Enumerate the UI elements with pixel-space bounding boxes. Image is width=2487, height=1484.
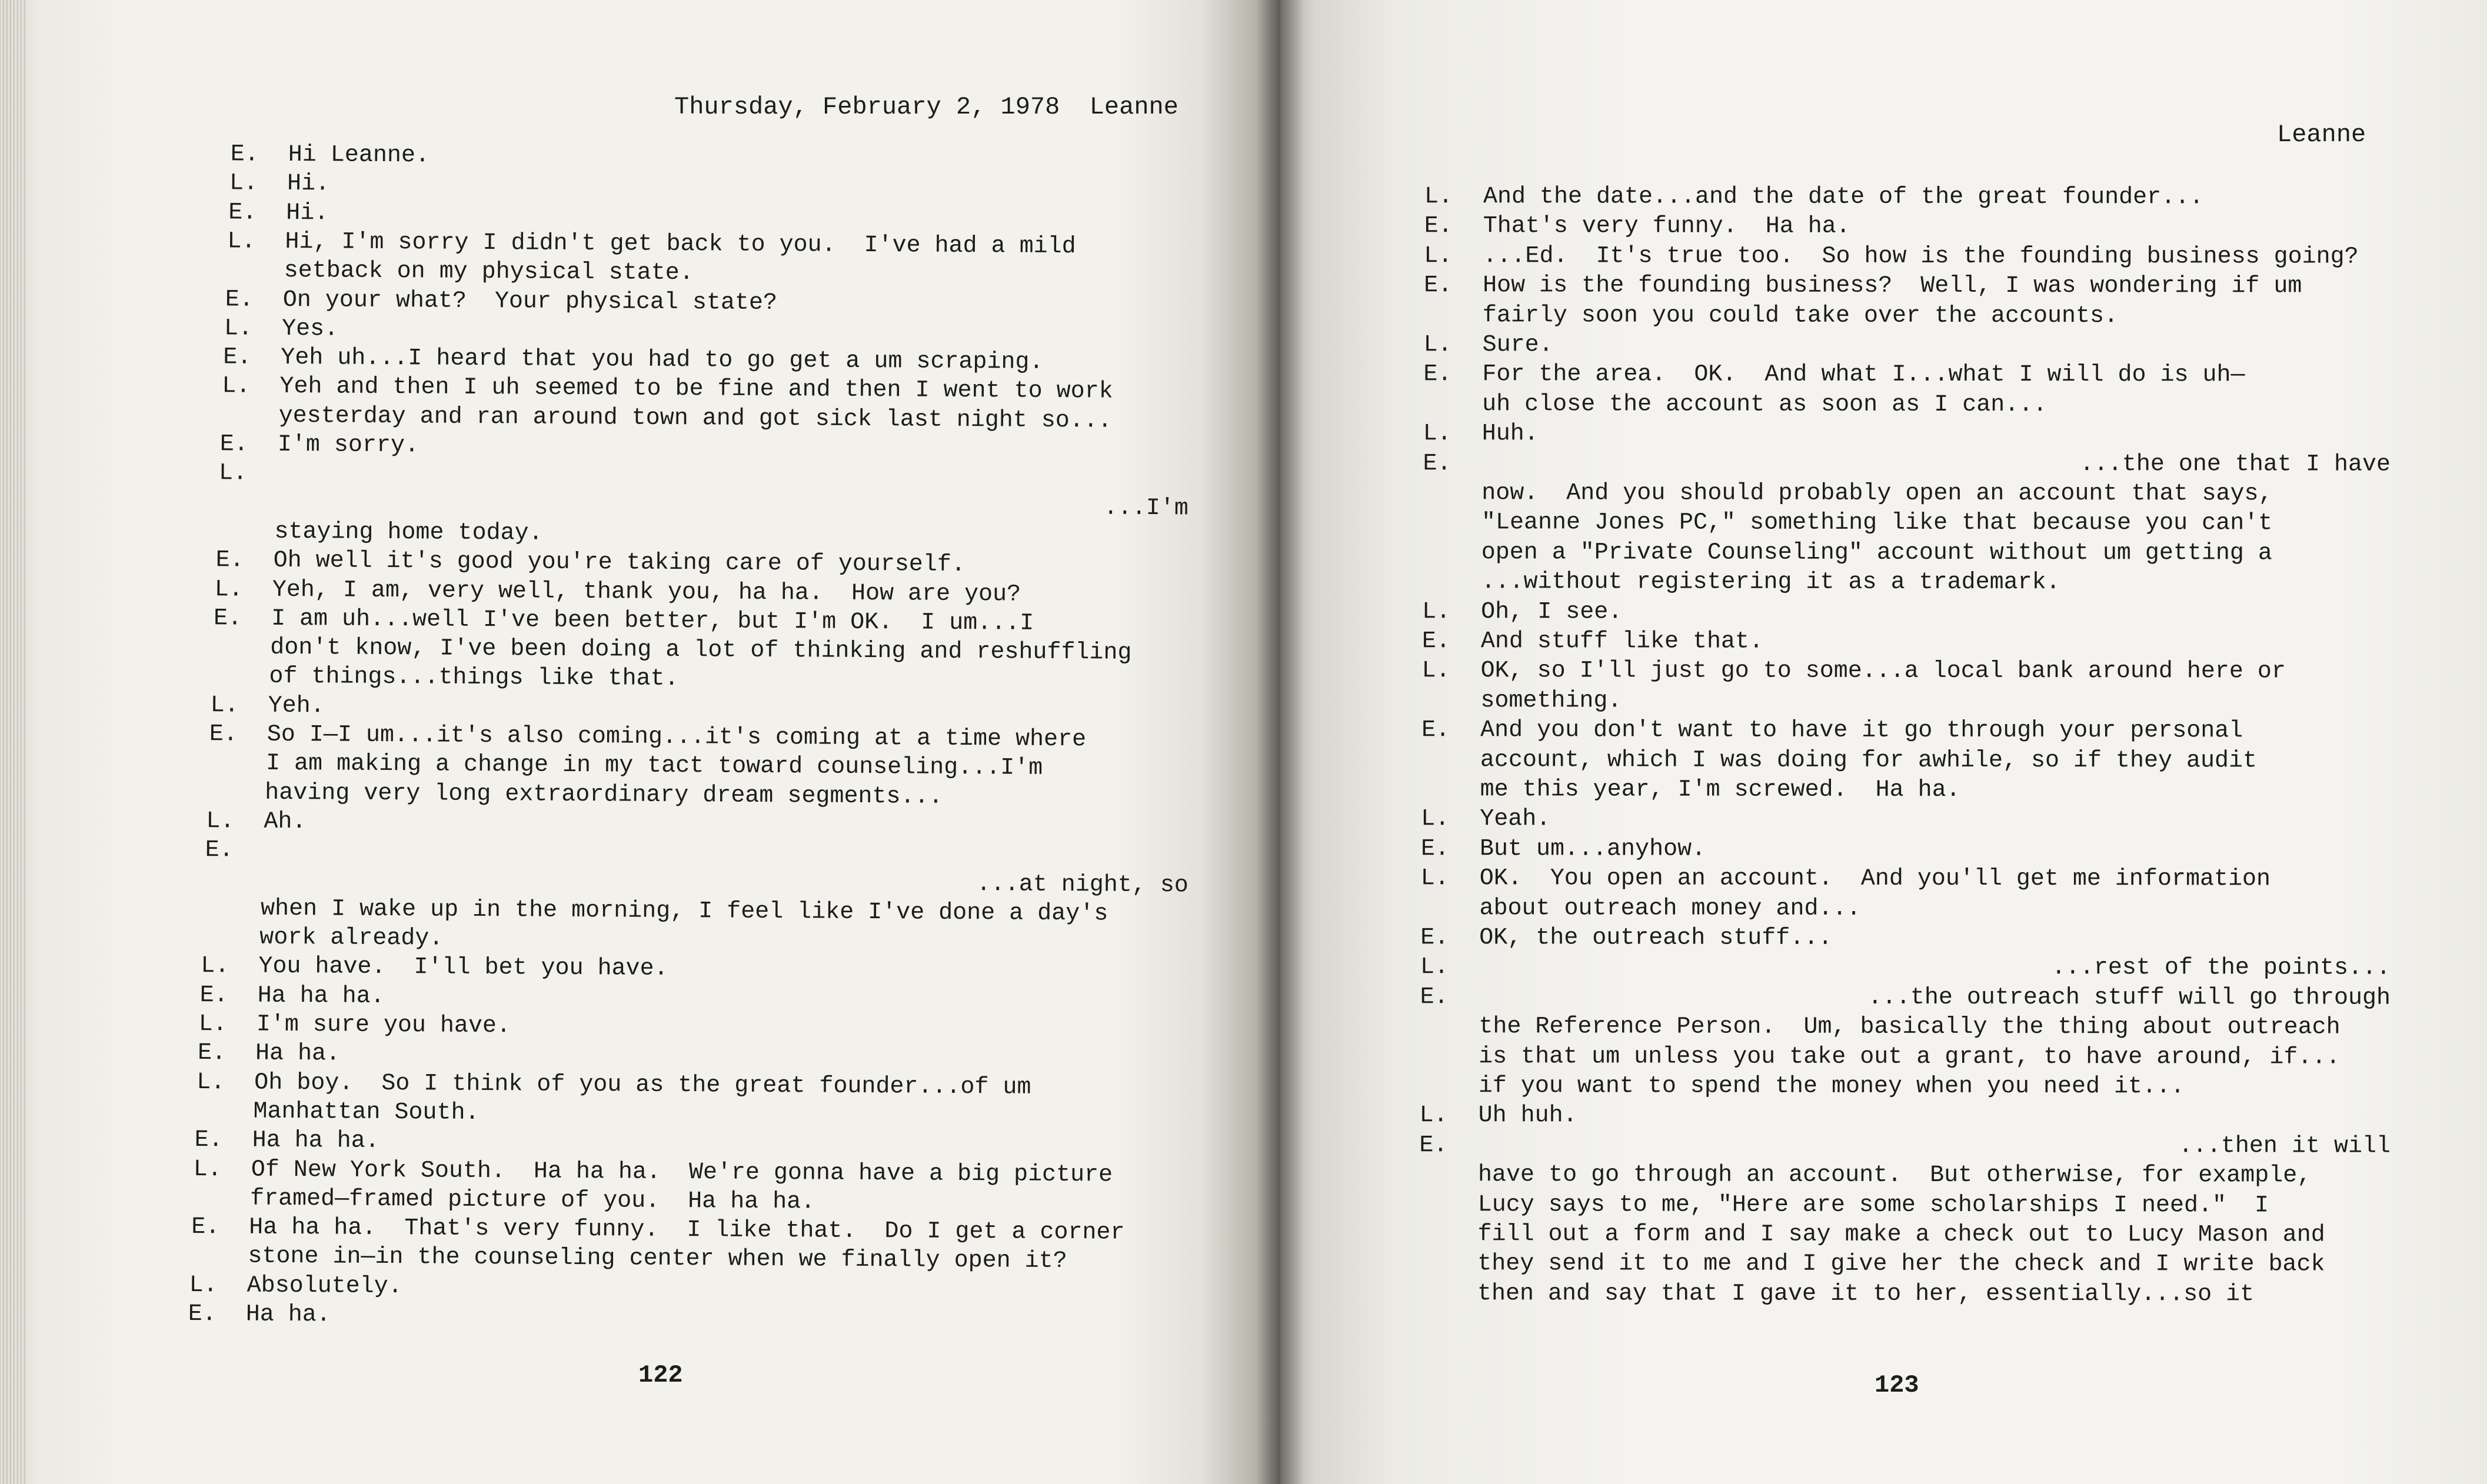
transcript-line bbox=[1280, 658, 2451, 688]
dialogue-text: Oh boy. So I think of you as the great founder...of um bbox=[254, 1069, 1031, 1101]
dialogue-text: How is the founding business? Well, I was wondering if um bbox=[1483, 272, 2302, 300]
dialogue-text: Of New York South. Ha ha ha. We're gonna have a big picture bbox=[251, 1156, 1113, 1189]
speaker-label: L. bbox=[198, 1011, 228, 1038]
dialogue-text: Oh well it's good you're taking care of yourself. bbox=[273, 548, 965, 579]
dialogue-continuation: ...I'm bbox=[1103, 495, 1188, 522]
speaker-label: E. bbox=[1420, 925, 1449, 952]
speaker-label: E. bbox=[230, 141, 259, 168]
transcript-line bbox=[1280, 569, 2451, 599]
speaker-label: L. bbox=[210, 692, 239, 719]
transcript-line bbox=[1280, 747, 2451, 778]
transcript-line bbox=[1280, 984, 2451, 1015]
transcript-line bbox=[1280, 717, 2451, 748]
transcript-line bbox=[1280, 480, 2451, 511]
dialogue-text: they send it to me and I give her the check and I write back bbox=[1477, 1250, 2325, 1278]
dialogue-text: Lucy says to me, "Here are some scholarships I need." I bbox=[1477, 1191, 2269, 1219]
speaker-label: E. bbox=[1421, 717, 1450, 744]
dialogue-text: uh close the account as soon as I can... bbox=[1482, 391, 2047, 418]
transcript-line bbox=[1280, 539, 2451, 570]
left-page-number: 122 bbox=[638, 1361, 683, 1389]
dialogue-text: I'm sorry. bbox=[277, 431, 420, 459]
speaker-label: L. bbox=[1424, 184, 1453, 211]
speaker-label: E. bbox=[1421, 628, 1450, 655]
dialogue-continuation: ...the outreach stuff will go through bbox=[1867, 984, 2391, 1012]
dialogue-text: fairly soon you could take over the accounts. bbox=[1482, 302, 2119, 329]
speaker-label: E. bbox=[1423, 361, 1452, 388]
speaker-label: L. bbox=[227, 228, 256, 255]
dialogue-continuation: ...at night, so bbox=[976, 871, 1188, 899]
dialogue-text: fill out a form and I say make a check out to Lucy Mason and bbox=[1477, 1221, 2325, 1249]
dialogue-text: That's very funny. Ha ha. bbox=[1483, 213, 1850, 241]
speaker-label: E. bbox=[197, 1040, 227, 1067]
speaker-label: E. bbox=[199, 982, 228, 1009]
speaker-label: E. bbox=[215, 547, 244, 574]
speaker-label: L. bbox=[214, 576, 244, 603]
transcript-line bbox=[1280, 776, 2451, 807]
dialogue-text: OK, so I'll just go to some...a local bank around here or bbox=[1480, 658, 2286, 685]
dialogue-text: something. bbox=[1480, 688, 1622, 715]
transcript-line bbox=[1280, 184, 2451, 214]
dialogue-text: account, which I was doing for awhile, so if they audit bbox=[1480, 746, 2258, 775]
transcript-line bbox=[1280, 1192, 2451, 1222]
dialogue-text: Hi. bbox=[287, 171, 330, 198]
speaker-label: E. bbox=[228, 199, 257, 226]
speaker-label: L. bbox=[1421, 658, 1450, 685]
right-page-header: Leanne bbox=[2277, 121, 2366, 149]
speaker-label: E. bbox=[209, 721, 238, 748]
transcript-line bbox=[1280, 1250, 2451, 1281]
dialogue-text: ...without registering it as a trademark. bbox=[1481, 569, 2060, 596]
dialogue-text: Ha ha ha. bbox=[257, 982, 385, 1010]
speaker-label: E. bbox=[219, 431, 249, 458]
transcript-line bbox=[1280, 1132, 2451, 1163]
speaker-label: E. bbox=[194, 1127, 223, 1154]
dialogue-text: Absolutely. bbox=[247, 1272, 402, 1300]
transcript-line bbox=[1280, 391, 2451, 422]
speaker-label: E. bbox=[1424, 272, 1453, 299]
dialogue-text: don't know, I've been doing a lot of thinking and reshuffling bbox=[270, 634, 1132, 666]
dialogue-text: Ha ha ha. bbox=[252, 1127, 379, 1155]
dialogue-text: setback on my physical state. bbox=[284, 258, 694, 287]
dialogue-text: have to go through an account. But otherwise, for example, bbox=[1478, 1162, 2312, 1189]
dialogue-text: I'm sure you have. bbox=[256, 1011, 511, 1040]
dialogue-text: "Leanne Jones PC," something like that because you can't bbox=[1481, 509, 2273, 537]
speaker-label: L. bbox=[189, 1272, 218, 1299]
transcript-line bbox=[1280, 243, 2451, 274]
speaker-label: E. bbox=[223, 344, 252, 371]
dialogue-text: For the area. OK. And what I...what I will do is uh— bbox=[1482, 361, 2245, 389]
dialogue-text: And the date...and the date of the great founder... bbox=[1483, 184, 2204, 211]
dialogue-text: Hi. bbox=[286, 199, 329, 227]
right-page-number: 123 bbox=[1875, 1371, 1919, 1399]
transcript-line bbox=[1280, 865, 2451, 896]
dialogue-text: OK, the outreach stuff... bbox=[1479, 925, 1833, 952]
transcript-line bbox=[1280, 954, 2451, 985]
dialogue-text: open a "Private Counseling" account without um getting a bbox=[1481, 539, 2272, 567]
dialogue-text: the Reference Person. Um, basically the thing about outreach bbox=[1479, 1013, 2340, 1041]
transcript-line bbox=[1280, 836, 2451, 866]
dialogue-text: Ha ha. bbox=[245, 1301, 331, 1329]
dialogue-text: And you don't want to have it go through your personal bbox=[1480, 717, 2243, 745]
left-page-header: Thursday, February 2, 1978 Leanne bbox=[674, 93, 1178, 121]
dialogue-text: Yes. bbox=[281, 315, 339, 343]
dialogue-text: Oh, I see. bbox=[1481, 598, 1623, 626]
speaker-label: E. bbox=[1420, 984, 1449, 1011]
dialogue-text: You have. I'll bet you have. bbox=[258, 953, 668, 983]
speaker-label: L. bbox=[218, 460, 248, 487]
right-page bbox=[1280, 0, 2487, 1484]
dialogue-text: me this year, I'm screwed. Ha ha. bbox=[1480, 776, 1960, 804]
speaker-label: L. bbox=[1423, 421, 1451, 448]
dialogue-text: OK. You open an account. And you'll get me information bbox=[1479, 865, 2270, 893]
transcript-line bbox=[1280, 1280, 2451, 1311]
book-gutter bbox=[1257, 0, 1304, 1484]
dialogue-text: And stuff like that. bbox=[1480, 628, 1764, 655]
speaker-label: L. bbox=[1421, 806, 1450, 833]
dialogue-text: Manhattan South. bbox=[253, 1098, 480, 1126]
dialogue-text: Ah. bbox=[264, 808, 307, 836]
transcript-line bbox=[1280, 1102, 2451, 1133]
dialogue-text: framed—framed picture of you. Ha ha ha. bbox=[249, 1185, 815, 1216]
speaker-label: L. bbox=[201, 953, 229, 980]
transcript-line bbox=[1280, 1073, 2451, 1103]
dialogue-text: Ha ha. bbox=[255, 1040, 341, 1068]
dialogue-text: is that um unless you take out a grant, to have around, if... bbox=[1479, 1043, 2340, 1071]
transcript-line bbox=[1280, 895, 2451, 926]
transcript-line bbox=[1280, 1221, 2451, 1252]
dialogue-text: when I wake up in the morning, I feel like I've done a day's bbox=[260, 895, 1108, 928]
dialogue-text: Yeh. bbox=[268, 692, 325, 720]
speaker-label: L. bbox=[193, 1156, 222, 1183]
transcript-line bbox=[1280, 421, 2451, 451]
speaker-label: L. bbox=[224, 315, 253, 342]
speaker-label: E. bbox=[225, 286, 254, 314]
speaker-label: E. bbox=[1424, 213, 1453, 240]
speaker-label: L. bbox=[1420, 954, 1449, 981]
speaker-label: L. bbox=[206, 808, 235, 835]
dialogue-continuation: ...then it will bbox=[2178, 1133, 2391, 1160]
speaker-label: E. bbox=[188, 1300, 217, 1328]
transcript-line bbox=[1280, 1043, 2451, 1074]
dialogue-text: Sure. bbox=[1482, 332, 1553, 359]
dialogue-text: On your what? Your physical state? bbox=[282, 286, 778, 316]
transcript-line bbox=[1280, 361, 2451, 392]
dialogue-text: now. And you should probably open an account that says, bbox=[1481, 480, 2273, 508]
transcript-line bbox=[1280, 688, 2451, 718]
transcript-line bbox=[1280, 509, 2451, 540]
dialogue-text: Ha ha ha. That's very funny. I like that. Do I get a corner bbox=[249, 1214, 1125, 1246]
speaker-label: E. bbox=[213, 605, 242, 632]
dialogue-text: ...Ed. It's true too. So how is the founding business going? bbox=[1483, 243, 2359, 271]
speaker-label: E. bbox=[1423, 450, 1451, 477]
dialogue-text: Hi, I'm sorry I didn't get back to you. I've had a mild bbox=[285, 228, 1076, 261]
dialogue-text: But um...anyhow. bbox=[1480, 836, 1706, 863]
dialogue-text: of things...things like that. bbox=[269, 663, 679, 693]
dialogue-text: work already. bbox=[259, 924, 444, 952]
dialogue-continuation: ...the one that I have bbox=[2079, 451, 2391, 478]
speaker-label: E. bbox=[1419, 1132, 1448, 1159]
speaker-label: E. bbox=[191, 1214, 220, 1241]
speaker-label: L. bbox=[1420, 865, 1449, 892]
dialogue-text: stone in—in the counseling center when we finally open it? bbox=[248, 1243, 1067, 1275]
transcript-line bbox=[1280, 302, 2451, 333]
dialogue-text: Yeah. bbox=[1480, 806, 1551, 833]
dialogue-text: yesterday and ran around town and got sick last night so... bbox=[278, 402, 1112, 435]
transcript-line bbox=[1280, 332, 2451, 362]
transcript-line bbox=[1280, 1013, 2451, 1044]
dialogue-text: Yeh uh...I heard that you had to go get a um scraping. bbox=[281, 345, 1044, 376]
dialogue-text: staying home today. bbox=[274, 518, 543, 547]
transcript-line bbox=[1280, 925, 2451, 955]
speaker-label: L. bbox=[222, 373, 251, 400]
speaker-label: L. bbox=[1424, 243, 1453, 270]
transcript-line bbox=[1280, 599, 2451, 629]
dialogue-text: So I—I um...it's also coming...it's coming at a time where bbox=[267, 721, 1087, 753]
speaker-label: L. bbox=[1422, 598, 1451, 625]
transcript-line bbox=[1280, 1162, 2451, 1192]
dialogue-text: Huh. bbox=[1481, 421, 1539, 448]
transcript-line bbox=[1280, 451, 2451, 481]
speaker-label: L. bbox=[229, 170, 258, 197]
dialogue-text: Uh huh. bbox=[1478, 1102, 1577, 1129]
transcript-line bbox=[1280, 628, 2451, 659]
speaker-label: E. bbox=[205, 837, 234, 864]
dialogue-text: I am making a change in my tact toward counseling...I'm bbox=[265, 751, 1043, 782]
transcript-line bbox=[1280, 806, 2451, 836]
dialogue-text: Hi Leanne. bbox=[288, 141, 430, 169]
dialogue-continuation: ...rest of the points... bbox=[2051, 955, 2391, 982]
dialogue-text: if you want to spend the money when you need it... bbox=[1478, 1073, 2185, 1101]
dialogue-text: Yeh and then I uh seemed to be fine and then I went to work bbox=[279, 373, 1113, 405]
speaker-label: L. bbox=[1423, 332, 1452, 359]
dialogue-text: having very long extraordinary dream segments... bbox=[265, 779, 943, 811]
speaker-label: L. bbox=[197, 1069, 225, 1096]
speaker-label: L. bbox=[1419, 1102, 1448, 1129]
dialogue-text: I am uh...well I've been better, but I'm OK. I um...I bbox=[271, 605, 1034, 637]
dialogue-text: Yeh, I am, very well, thank you, ha ha. How are you? bbox=[272, 576, 1021, 608]
dialogue-text: about outreach money and... bbox=[1479, 895, 1861, 922]
speaker-label: E. bbox=[1421, 836, 1450, 863]
transcript-line bbox=[1280, 213, 2451, 244]
transcript-line bbox=[1280, 272, 2451, 303]
dialogue-text: then and say that I gave it to her, essentially...so it bbox=[1477, 1280, 2255, 1308]
